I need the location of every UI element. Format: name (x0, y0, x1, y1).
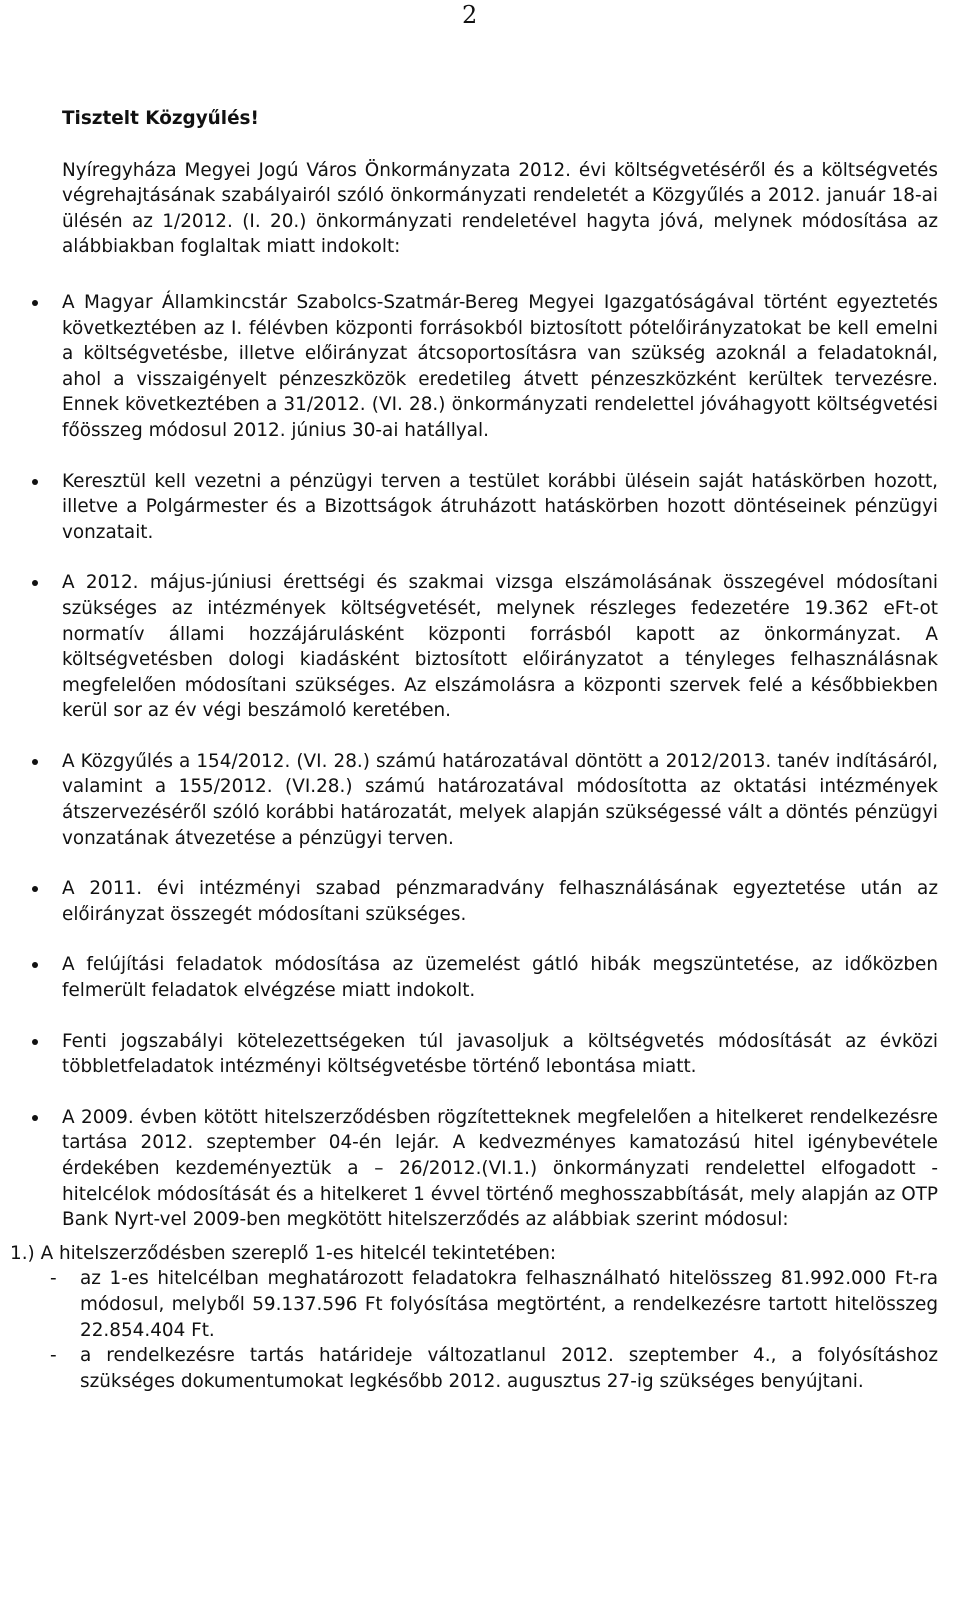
bullet-icon (32, 479, 38, 485)
bullet-icon (32, 886, 38, 892)
list-item (62, 952, 938, 1003)
numbered-item-title: 1.) A hitelszerződésben szereplő 1-es hitelcél tekintetében: (10, 1242, 557, 1264)
bullet-list (10, 290, 938, 1394)
list-item-text: A felújítási feladatok módosítása az üzemelést gátló hibák megszüntetése, az időközben felmerült feladatok elvégzése miatt indokolt. (62, 954, 938, 1002)
bullet-icon (32, 1115, 38, 1121)
dash-item-text: az 1-es hitelcélban meghatározott feladatokra felhasználható hitelösszeg 81.992.000 Ft-ra módosul, melyből 59.137.596 Ft folyósítása megtörtént, a rendelkezésre tartott hitelösszeg 22.854.404 Ft. (80, 1268, 938, 1341)
list-item-text: A Közgyűlés a 154/2012. (VI. 28.) számú határozatával döntött a 2012/2013. tanév indításáról, valamint a 155/2012. (VI.28.) számú határozatával módosította az oktatási intézmények átszervezéséről szóló korábbi határozatát, melyek alapján szükségessé vált a döntés pénzügyi vonzatának átvezetése a pénzügyi terven. (62, 750, 938, 849)
dash-marker: - (50, 1268, 57, 1290)
list-item-text: Keresztül kell vezetni a pénzügyi terven a testület korábbi ülésein saját hatáskörben hozott, illetve a Polgármester és a Bizottságok átruházott hatáskörben hozott döntéseinek pénzügyi vonzatait. (62, 470, 938, 543)
list-item (62, 749, 938, 851)
bullet-icon (32, 962, 38, 968)
list-item (10, 1105, 938, 1395)
dash-item (50, 1266, 938, 1343)
list-item (62, 469, 938, 546)
list-item-text: Fenti jogszabályi kötelezettségeken túl javasoljuk a költségvetés módosítását az évközi többletfeladatok intézményi költségvetésbe történő lebontása miatt. (62, 1030, 938, 1078)
intro-paragraph: Nyíregyháza Megyei Jogú Város Önkormányzata 2012. évi költségvetéséről és a költségvetés végrehajtásának szabályairól szóló önkormányzati rendeletét a Közgyűlés a 2012. január 18-ai ülésén az 1/2012. (I. 20.) önkormányzati rendeletével hagyta jóvá, melynek módosítása az alábbiakban foglaltak miatt indokolt: (62, 159, 938, 258)
list-item-text: A 2011. évi intézményi szabad pénzmaradvány felhasználásának egyeztetése után az előirányzat összegét módosítani szükséges. (62, 878, 938, 925)
list-item-text: A 2012. május-júniusi érettségi és szakmai vizsga elszámolásának összegével módosítani szükséges az intézmények költségvetését, melynek részleges fedezetére 19.362 eFt-ot normatív állami hozzájárulásként központi forrásból kapott az önkormányzat. A költségvetésben dologi kiadásként biztosított előirányzatot a tényleges felhasználásnak megfelelően módosítani szükséges. Az elszámolásra a központi szervek felé a későbbiekben kerül sor az év végi beszámoló keretében. (62, 572, 938, 722)
page-number: 2 (462, 1, 478, 29)
bullet-icon (32, 300, 38, 306)
list-item-text: A 2009. évben kötött hitelszerződésben rögzítetteknek megfelelően a hitelkeret rendelkezésre tartása 2012. szeptember 04-én lejár. A kedvezményes kamatozású hitel igénybevétele érdekében kezdeményeztük a – 26/2012.(VI.1.) önkormányzati rendelettel elfogadott - hitelcélok módosítását és a hitelkeret 1 évvel történő meghosszabbítását, mely alapján az OTP Bank Nyrt-vel 2009-ben megkötött hitelszerződés az alábbiak szerint módosul: (62, 1106, 938, 1231)
list-item-text: A Magyar Államkincstár Szabolcs-Szatmár-Bereg Megyei Igazgatóságával történt egyeztetés következtében az I. félévben központi forrásokból biztosított pótelőirányzatokat be kell emelni a költségvetésbe, illetve előirányzat átcsoportosításra van szükség azoknál a feladatoknál, ahol a visszaigényelt pénzeszközök eredetileg átvett pénzeszközként kerültek tervezésre. Ennek következtében a 31/2012. (VI. 28.) önkormányzati rendelettel jóváhagyott költségvetési főösszeg módosul 2012. június 30-ai hatállyal. (62, 291, 938, 441)
dash-item-text: a rendelkezésre tartás határideje változatlanul 2012. szeptember 4., a folyósításhoz szükséges dokumentumokat legkésőbb 2012. augusztus 27-ig szükséges benyújtani. (80, 1345, 938, 1392)
list-item (62, 290, 938, 444)
salutation: Tisztelt Közgyűlés! (62, 108, 259, 129)
list-item (62, 876, 938, 927)
dash-list (10, 1266, 938, 1394)
bullet-icon (32, 1039, 38, 1045)
list-item (62, 1029, 938, 1080)
bullet-icon (32, 580, 38, 586)
bullet-icon (32, 759, 38, 765)
dash-item (50, 1343, 938, 1394)
dash-marker: - (50, 1345, 57, 1367)
document-body (10, 106, 938, 1419)
list-item (62, 570, 938, 724)
numbered-subsection (10, 1241, 938, 1395)
